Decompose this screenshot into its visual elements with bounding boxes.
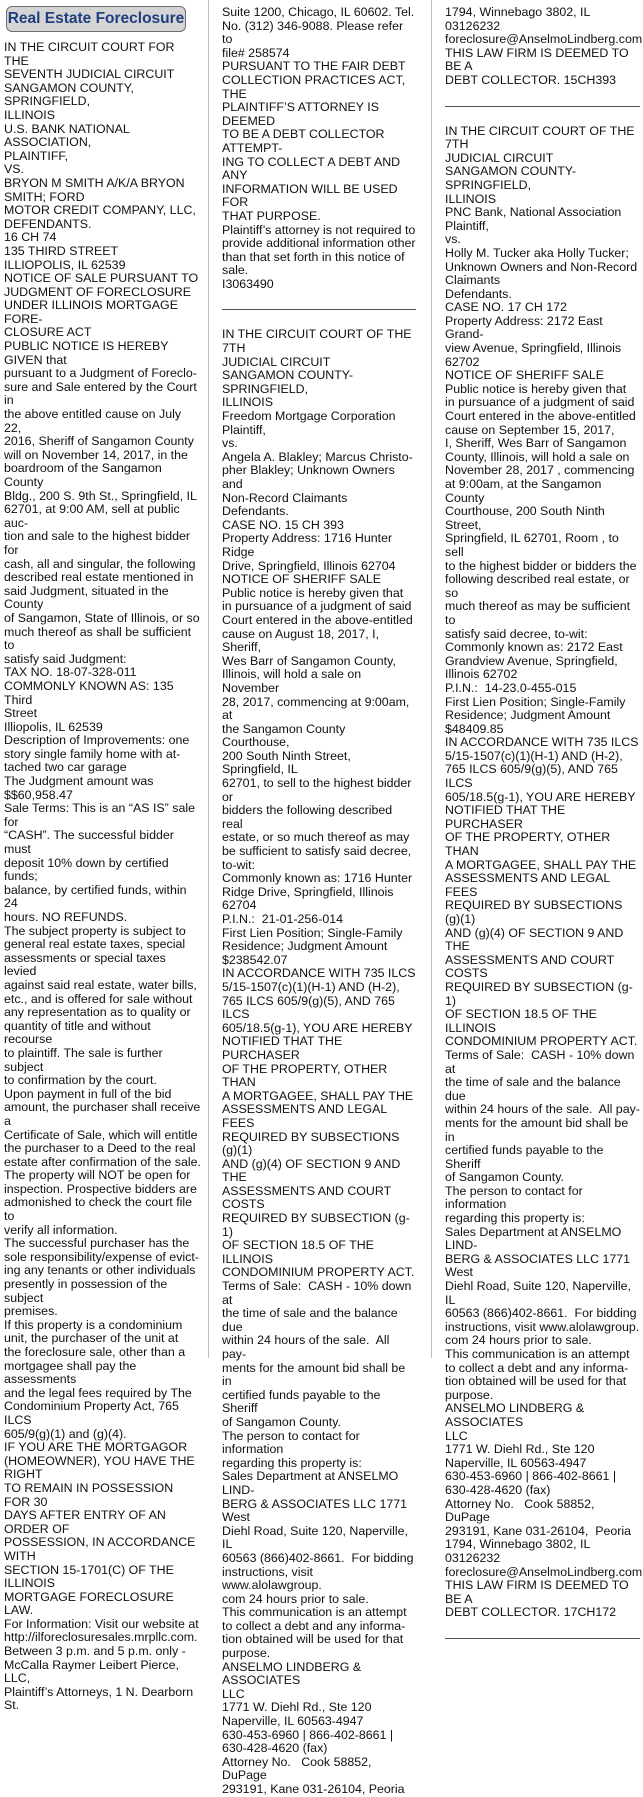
notice-divider [222, 309, 416, 310]
notice-16ch74-part1: IN THE CIRCUIT COURT FOR THE SEVENTH JUDICIAL CIRCUIT SANGAMON COUNTY, SPRINGFIELD, ILLINOIS U.S. BANK NATIONAL ASSOCIATION, PLAINTIFF, VS. BRYON M SMITH A/K/A BRYON SMITH; FORD MOTOR CREDIT COMPANY, LLC, DEFENDANTS. 16 CH 74 135 THIRD STREET ILLIOPOLIS, IL 62539 NOTICE OF SALE PURSUANT TO JUDGMENT OF FORECLOSURE UNDER ILLINOIS MORTGAGE FORE- CLOSURE ACT PUBLIC NOTICE IS HEREBY GIVEN that pursuant to a Judgment of Foreclo- sure and Sale entered by the Court in the above entitled cause on July 22, 2016, Sheriff of Sangamon County will on November 14, 2017, in the boardroom of the Sangamon County Bldg., 200 S. 9th St., Springfield, IL 62701, at 9:00 AM, sell at public auc- tion and sale to the highest bidder for cash, all and singular, the following described real estate mentioned in said Judgment, situated in the County of Sangamon, State of Illinois, or so much thereof as shall be sufficient to satisfy said Judgment: TAX NO. 18-07-328-011 COMMONLY KNOWN AS: 135 Third Street Illiopolis, IL 62539 Description of Improvements: one story single family home with at- tached two car garage The Judgment amount was $$60,958.47 Sale Terms: This is an “AS IS” sale for “CASH”. The successful bidder must deposit 10% down by certified funds; balance, by certified funds, within 24 hours. NO REFUNDS. The subject property is subject to general real estate taxes, special assessments or special taxes levied against said real estate, water bills, etc., and is offered for sale without any representation as to quality or quantity of title and without recourse to plaintiff. The sale is further subject to confirmation by the court. Upon payment in full of the bid amount, the purchaser shall receive a Certificate of Sale, which will entitle the purchaser to a Deed to the real estate after confirmation of the sale. The property will NOT be open for inspection. Prospective bidders are admonished to check the court file to verify all information. The successful purchaser has the sole responsibility/expense of evict- ing any tenants or other individuals presently in possession of the subject premises. If this property is a condominium unit, the purchaser of the unit at the foreclosure sale, other than a mortgagee shall pay the assessments and the legal fees required by The Condominium Property Act, 765 ILCS 605/9(g)(1) and (g)(4). IF YOU ARE THE MORTGAGOR (HOMEOWNER), YOU HAVE THE RIGHT TO REMAIN IN POSSESSION FOR 30 DAYS AFTER ENTRY OF AN ORDER OF POSSESSION, IN ACCORDANCE WITH SECTION 15-1701(C) OF THE ILLINOIS MORTGAGE FORECLOSURE LAW. For Information: Visit our website at http://ilforeclosuresales.mrpllc.com. Between 3 p.m. and 5 p.m. only - McCalla Raymer Leibert Pierce, LLC, Plaintiff’s Attorneys, 1 N. Dearborn St. [4, 40, 201, 1713]
notice-16ch74-part2: Suite 1200, Chicago, IL 60602. Tel. No. (312) 346-9088. Please refer to file# 258574 PURSUANT TO THE FAIR DEBT COLLECTION PRACTICES ACT, THE PLAINTIFF’S ATTORNEY IS DEEMED TO BE A DEBT COLLECTOR ATTEMPT- ING TO COLLECT A DEBT AND ANY INFORMATION WILL BE USED FOR THAT PURPOSE. Plaintiff’s attorney is not required to provide additional information other than that set forth in this notice of sale. I3063490 [222, 5, 416, 291]
notice-divider [445, 1638, 640, 1639]
column-divider-2 [431, 0, 432, 1358]
notice-15ch393-part1: IN THE CIRCUIT COURT OF THE 7TH JUDICIAL CIRCUIT SANGAMON COUNTY- SPRINGFIELD, ILLINOIS Freedom Mortgage Corporation Plaintiff, vs. Angela A. Blakley; Marcus Christo- pher Blakley; Unknown Owners and Non-Record Claimants Defendants. CASE NO. 15 CH 393 Property Address: 1716 Hunter Ridge Drive, Springfield, Illinois 62704 NOTICE OF SHERIFF SALE Public notice is hereby given that in pursuance of a judgment of said Court entered in the above-entitled cause on August 18, 2017, I, Sheriff, Wes Barr of Sangamon County, Illinois, will hold a sale on November 28, 2017, commencing at 9:00am, at the Sangamon County Courthouse, 200 South Ninth Street, Springfield, IL 62701, to sell to the highest bidder or bidders the following described real estate, or so much thereof as may be sufficient to satisfy said decree, to-wit: Commonly known as: 1716 Hunter Ridge Drive, Springfield, Illinois 62704 P.I.N.: 21-01-256-014 First Lien Position; Single-Family Residence; Judgment Amount $238542.07 IN ACCORDANCE WITH 735 ILCS 5/15-1507(c)(1)(H-1) AND (H-2), 765 ILCS 605/9(g)(5), AND 765 ILCS 605/18.5(g-1), YOU ARE HEREBY NOTIFIED THAT THE PURCHASER OF THE PROPERTY, OTHER THAN A MORTGAGEE, SHALL PAY THE ASSESSMENTS AND LEGAL FEES REQUIRED BY SUBSECTIONS (g)(1) AND (g)(4) OF SECTION 9 AND THE ASSESSMENTS AND COURT COSTS REQUIRED BY SUBSECTION (g-1) OF SECTION 18.5 OF THE ILLINOIS CONDOMINIUM PROPERTY ACT. Terms of Sale: CASH - 10% down at the time of sale and the balance due within 24 hours of the sale. All pay- ments for the amount bid shall be in certified funds payable to the Sheriff of Sangamon County. The person to contact for information regarding this property is: Sales Department at ANSELMO LIND- BERG & ASSOCIATES LLC 1771 West Diehl Road, Suite 120, Naperville, IL 60563 (866)402-8661. For bidding instructions, visit www.alolawgroup. com 24 hours prior to sale. This communication is an attempt to collect a debt and any informa- tion obtained will be used for that purpose. ANSELMO LINDBERG & ASSOCIATES LLC 1771 W. Diehl Rd., Ste 120 Naperville, IL 60563-4947 630-453-6960 | 866-402-8661 | 630-428-4620 (fax) Attorney No. Cook 58852, DuPage 293191, Kane 031-26104, Peoria [222, 327, 416, 1796]
notice-15ch393-part2: 1794, Winnebago 3802, IL 03126232 foreclosure@AnselmoLindberg.com THIS LAW FIRM IS DEEMED TO BE A DEBT COLLECTOR. 15CH393 [445, 5, 643, 87]
section-header [6, 6, 186, 32]
column-divider-1 [208, 0, 209, 1358]
column-2 [222, 0, 416, 1797]
notice-17ch172: IN THE CIRCUIT COURT OF THE 7TH JUDICIAL CIRCUIT SANGAMON COUNTY- SPRINGFIELD, ILLINOIS PNC Bank, National Association Plaintiff, vs. Holly M. Tucker aka Holly Tucker; Unknown Owners and Non-Record Claimants Defendants. CASE NO. 17 CH 172 Property Address: 2172 East Grand- view Avenue, Springfield, Illinois 62702 NOTICE OF SHERIFF SALE Public notice is hereby given that in pursuance of a judgment of said Court entered in the above-entitled cause on September 15, 2017, I, Sheriff, Wes Barr of Sangamon County, Illinois, will hold a sale on November 28, 2017 , commencing at 9:00am, at the Sangamon County Courthouse, 200 South Ninth Street, Springfield, IL 62701, Room , to sell to the highest bidder or bidders the following described real estate, or so much thereof as may be sufficient to satisfy said decree, to-wit: Commonly known as: 2172 East Grandview Avenue, Springfield, Illinois 62702 P.I.N.: 14-23.0-455-015 First Lien Position; Single-Family Residence; Judgment Amount $48409.85 IN ACCORDANCE WITH 735 ILCS 5/15-1507(c)(1)(H-1) AND (H-2), 765 ILCS 605/9(g)(5), AND 765 ILCS 605/18.5(g-1), YOU ARE HEREBY NOTIFIED THAT THE PURCHASER OF THE PROPERTY, OTHER THAN A MORTGAGEE, SHALL PAY THE ASSESSMENTS AND LEGAL FEES REQUIRED BY SUBSECTIONS (g)(1) AND (g)(4) OF SECTION 9 AND THE ASSESSMENTS AND COURT COSTS REQUIRED BY SUBSECTION (g-1) OF SECTION 18.5 OF THE ILLINOIS CONDOMINIUM PROPERTY ACT. Terms of Sale: CASH - 10% down at the time of sale and the balance due within 24 hours of the sale. All pay- ments for the amount bid shall be in certified funds payable to the Sheriff of Sangamon County. The person to contact for information regarding this property is: Sales Department at ANSELMO LIND- BERG & ASSOCIATES LLC 1771 West Diehl Road, Suite 120, Naperville, IL 60563 (866)402-8661. For bidding instructions, visit www.alolawgroup. com 24 hours prior to sale. This communication is an attempt to collect a debt and any informa- tion obtained will be used for that purpose. ANSELMO LINDBERG & ASSOCIATES LLC 1771 W. Diehl Rd., Ste 120 Naperville, IL 60563-4947 630-453-6960 | 866-402-8661 | 630-428-4620 (fax) Attorney No. Cook 58852, DuPage 293191, Kane 031-26104, Peoria 1794, Winnebago 3802, IL 03126232 foreclosure@AnselmoLindberg.com THIS LAW FIRM IS DEEMED TO BE A DEBT COLLECTOR. 17CH172 [445, 123, 643, 1620]
section-header-label: Real Estate Foreclosure [7, 10, 185, 28]
column-3 [445, 0, 643, 1657]
notice-divider [445, 106, 640, 107]
column-1 [4, 0, 201, 1713]
